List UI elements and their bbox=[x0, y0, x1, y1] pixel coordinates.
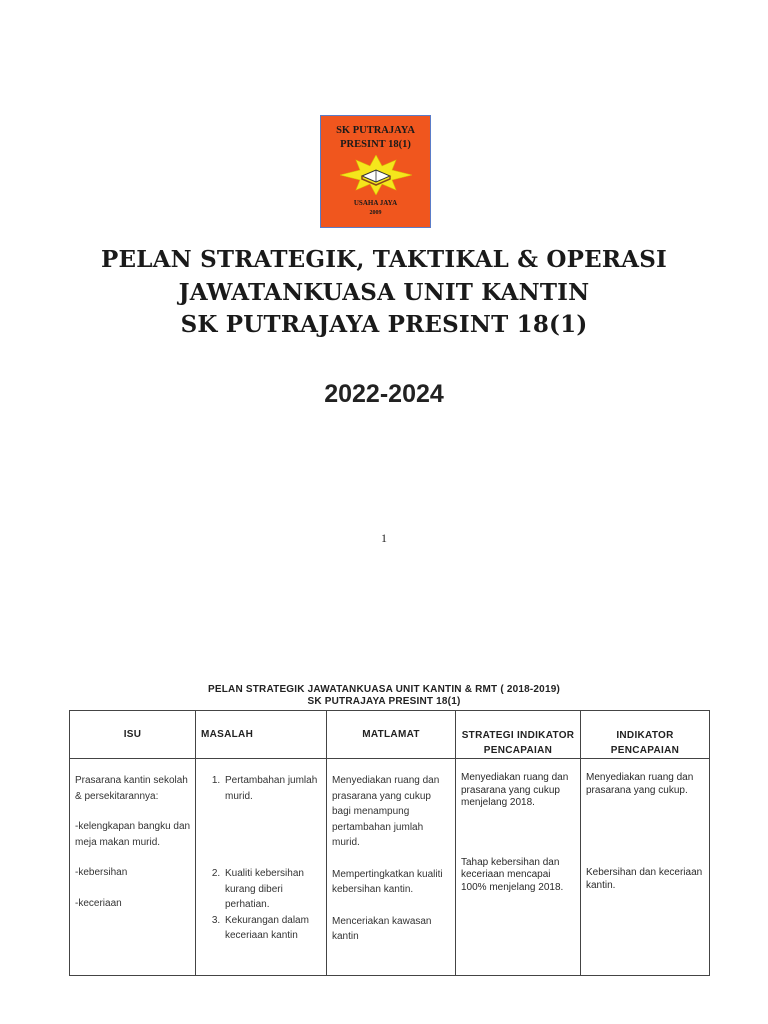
cell-indikator bbox=[581, 759, 710, 976]
indikator-text-1: Menyediakan ruang dan prasarana yang cukup. bbox=[586, 772, 694, 796]
logo-school-name: SK PUTRAJAYA bbox=[336, 125, 415, 136]
school-logo bbox=[320, 115, 431, 228]
header-matlamat: MATLAMAT bbox=[327, 711, 456, 759]
header-strategi: STRATEGI INDIKATOR PENCAPAIAN bbox=[456, 711, 581, 759]
indikator-text-2: Kebersihan dan keceriaan kantin. bbox=[586, 867, 703, 891]
masalah-item-3: 3. Kekurangan dalam keceriaan kantin bbox=[223, 913, 322, 944]
header-masalah: MASALAH bbox=[196, 711, 327, 759]
header-indikator: INDIKATOR PENCAPAIAN bbox=[581, 711, 710, 759]
cell-strategi bbox=[456, 759, 581, 976]
header-isu: ISU bbox=[70, 711, 196, 759]
strategi-text-2: Tahap kebersihan dan keceriaan mencapai 100% menjelang 2018. bbox=[461, 856, 564, 893]
matlamat-text-1: Menyediakan ruang dan prasarana yang cukup bagi menampung pertambahan jumlah murid. bbox=[332, 775, 440, 848]
matlamat-text-2: Mempertingkatkan kualiti kebersihan kantin. bbox=[332, 868, 443, 895]
cell-isu bbox=[70, 759, 196, 976]
matlamat-text-3: Menceriakan kawasan kantin bbox=[332, 915, 432, 942]
strategi-text-1: Menyediakan ruang dan prasarana yang cukup menjelang 2018. bbox=[461, 772, 569, 808]
open-book-icon bbox=[340, 155, 412, 195]
page-number: 1 bbox=[381, 531, 387, 545]
isu-text-3: -kebersihan bbox=[75, 867, 128, 878]
title-line-3: SK PUTRAJAYA PRESINT 18(1) bbox=[180, 311, 588, 338]
strategic-plan-table bbox=[69, 710, 710, 976]
title-line-2: JAWATANKUASA UNIT KANTIN bbox=[178, 279, 590, 306]
masalah-item-1: 1. Pertambahan jumlah murid. bbox=[223, 773, 322, 804]
plan-heading-line-1: PELAN STRATEGIK JAWATANKUASA UNIT KANTIN & RMT ( 2018-2019) bbox=[207, 684, 560, 695]
logo-school-presint: PRESINT 18(1) bbox=[340, 139, 411, 150]
logo-year: 2009 bbox=[369, 210, 382, 216]
table-header-row bbox=[70, 711, 710, 759]
masalah-item-2: 2. Kualiti kebersihan kurang diberi perhatian. bbox=[223, 866, 322, 913]
table-row bbox=[70, 759, 710, 976]
isu-text-4: -keceriaan bbox=[75, 897, 122, 909]
isu-text-1: Prasarana kantin sekolah & persekitarannya: bbox=[75, 775, 188, 802]
plan-heading-line-2: SK PUTRAJAYA PRESINT 18(1) bbox=[307, 696, 461, 707]
plan-years: 2022-2024 bbox=[324, 380, 444, 408]
cell-matlamat bbox=[327, 759, 456, 976]
title-line-1: PELAN STRATEGIK, TAKTIKAL & OPERASI bbox=[101, 246, 667, 273]
logo-motto: USAHA JAYA bbox=[353, 199, 398, 207]
cell-masalah bbox=[196, 759, 327, 976]
isu-text-2: -kelengkapan bangku dan meja makan murid. bbox=[75, 821, 191, 848]
